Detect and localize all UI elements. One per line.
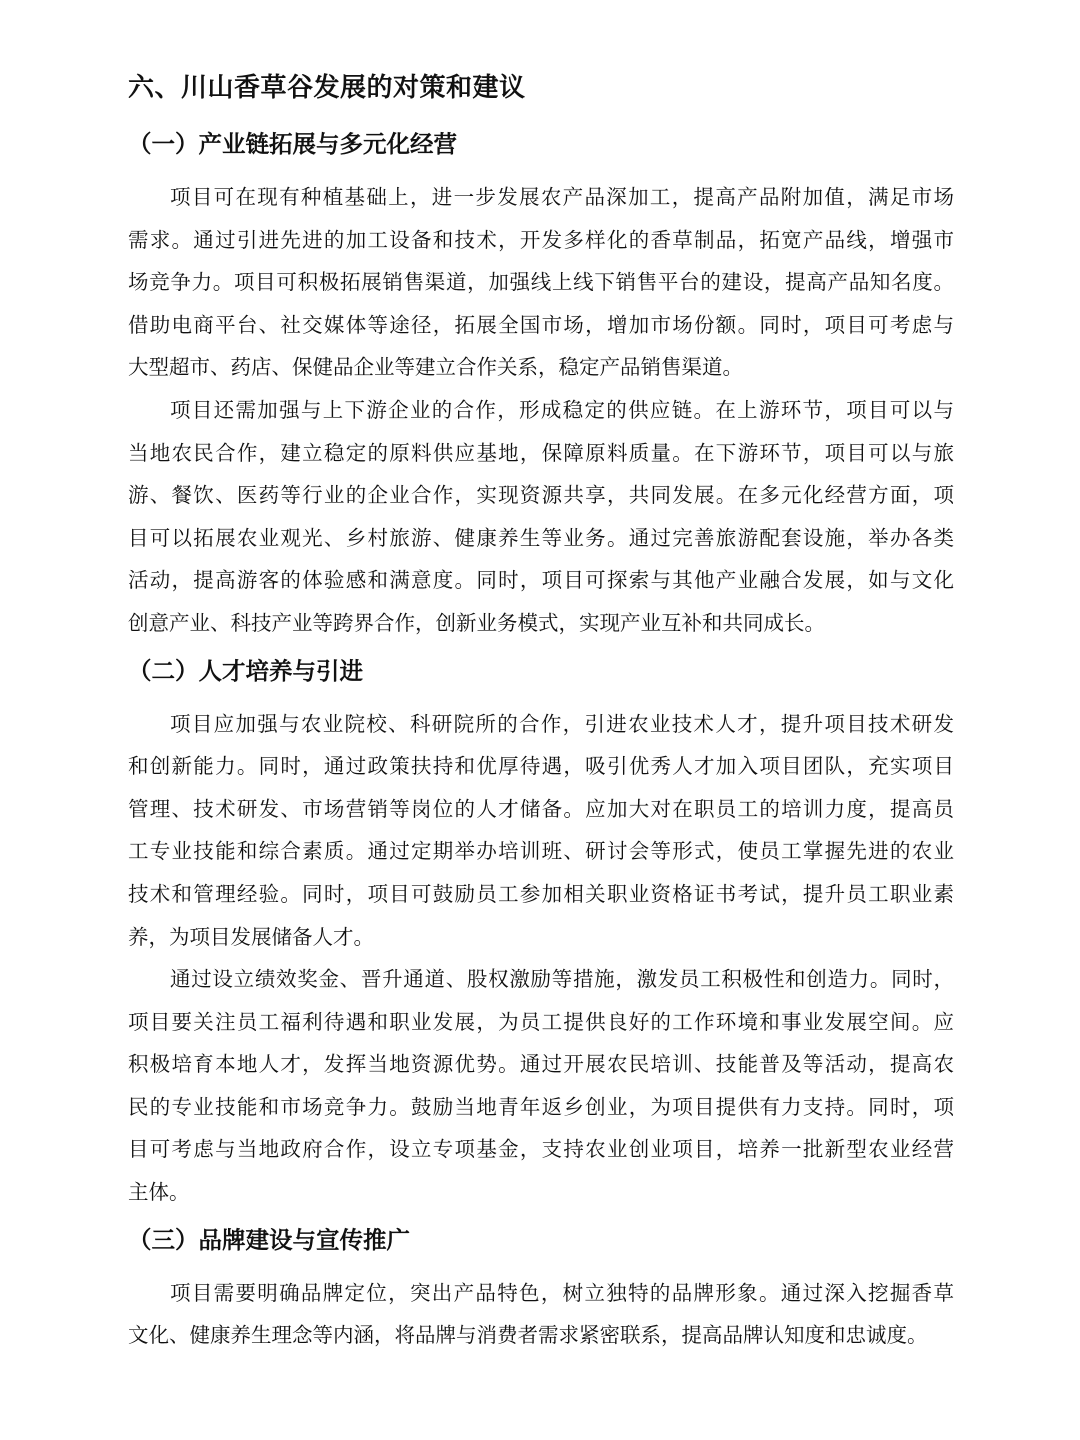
text-line: 需求。通过引进先进的加工设备和技术，开发多样化的香草制品，拓宽产品线，增强市 [128, 227, 954, 252]
text-line: 技术和管理经验。同时，项目可鼓励员工参加相关职业资格证书考试，提升员工职业素 [128, 881, 954, 906]
section-title: 六、川山香草谷发展的对策和建议 [128, 73, 526, 103]
text-line: 文化、健康养生理念等内涵，将品牌与消费者需求紧密联系，提高品牌认知度和忠诚度。 [128, 1323, 928, 1348]
text-line: 通过设立绩效奖金、晋升通道、股权激励等措施，激发员工积极性和创造力。同时， [170, 967, 954, 992]
paragraph [128, 958, 954, 1214]
subsection-title-3: （三）品牌建设与宣传推广 [128, 1225, 410, 1254]
text-line: 游、餐饮、医药等行业的企业合作，实现资源共享，共同发展。在多元化经营方面，项 [128, 483, 954, 508]
paragraph [128, 176, 954, 389]
text-line: 和创新能力。同时，通过政策扶持和优厚待遇，吸引优秀人才加入项目团队，充实项目 [128, 754, 954, 779]
text-line: 项目要关注员工福利待遇和职业发展，为员工提供良好的工作环境和事业发展空间。应 [128, 1009, 954, 1034]
document-page [128, 62, 954, 1357]
text-line: 项目还需加强与上下游企业的合作，形成稳定的供应链。在上游环节，项目可以与 [170, 397, 954, 422]
text-line: 目可以拓展农业观光、乡村旅游、健康养生等业务。通过完善旅游配套设施，举办各类 [128, 525, 954, 550]
text-line: 借助电商平台、社交媒体等途径，拓展全国市场，增加市场份额。同时，项目可考虑与 [128, 312, 954, 337]
paragraph [128, 389, 954, 645]
text-line: 积极培育本地人才，发挥当地资源优势。通过开展农民培训、技能普及等活动，提高农 [128, 1052, 954, 1077]
text-line: 项目需要明确品牌定位，突出产品特色，树立独特的品牌形象。通过深入挖掘香草 [170, 1280, 954, 1305]
text-line: 创意产业、科技产业等跨界合作，创新业务模式，实现产业互补和共同成长。 [128, 610, 825, 635]
text-line: 当地农民合作，建立稳定的原料供应基地，保障原料质量。在下游环节，项目可以与旅 [128, 440, 954, 465]
text-line: 主体。 [128, 1180, 190, 1205]
text-line: 养，为项目发展储备人才。 [128, 924, 374, 949]
text-line: 民的专业技能和市场竞争力。鼓励当地青年返乡创业，为项目提供有力支持。同时，项 [128, 1094, 954, 1119]
subsection-title-1: （一）产业链拓展与多元化经营 [128, 130, 457, 158]
text-line: 管理、技术研发、市场营销等岗位的人才储备。应加大对在职员工的培训力度，提高员 [128, 796, 954, 821]
text-line: 大型超市、药店、保健品企业等建立合作关系，稳定产品销售渠道。 [128, 355, 743, 380]
text-line: 活动，提高游客的体验感和满意度。同时，项目可探索与其他产业融合发展，如与文化 [128, 568, 954, 593]
paragraph [128, 1272, 954, 1357]
subsection-title-2: （二）人才培养与引进 [128, 656, 363, 685]
text-line: 项目应加强与农业院校、科研院所的合作，引进农业技术人才，提升项目技术研发 [170, 711, 954, 736]
paragraph [128, 703, 954, 959]
text-line: 工专业技能和综合素质。通过定期举办培训班、研讨会等形式，使员工掌握先进的农业 [128, 839, 954, 864]
text-line: 项目可在现有种植基础上，进一步发展农产品深加工，提高产品附加值，满足市场 [170, 185, 954, 209]
text-line: 场竞争力。项目可积极拓展销售渠道，加强线上线下销售平台的建设，提高产品知名度。 [128, 270, 954, 295]
text-line: 目可考虑与当地政府合作，设立专项基金，支持农业创业项目，培养一批新型农业经营 [128, 1137, 954, 1162]
